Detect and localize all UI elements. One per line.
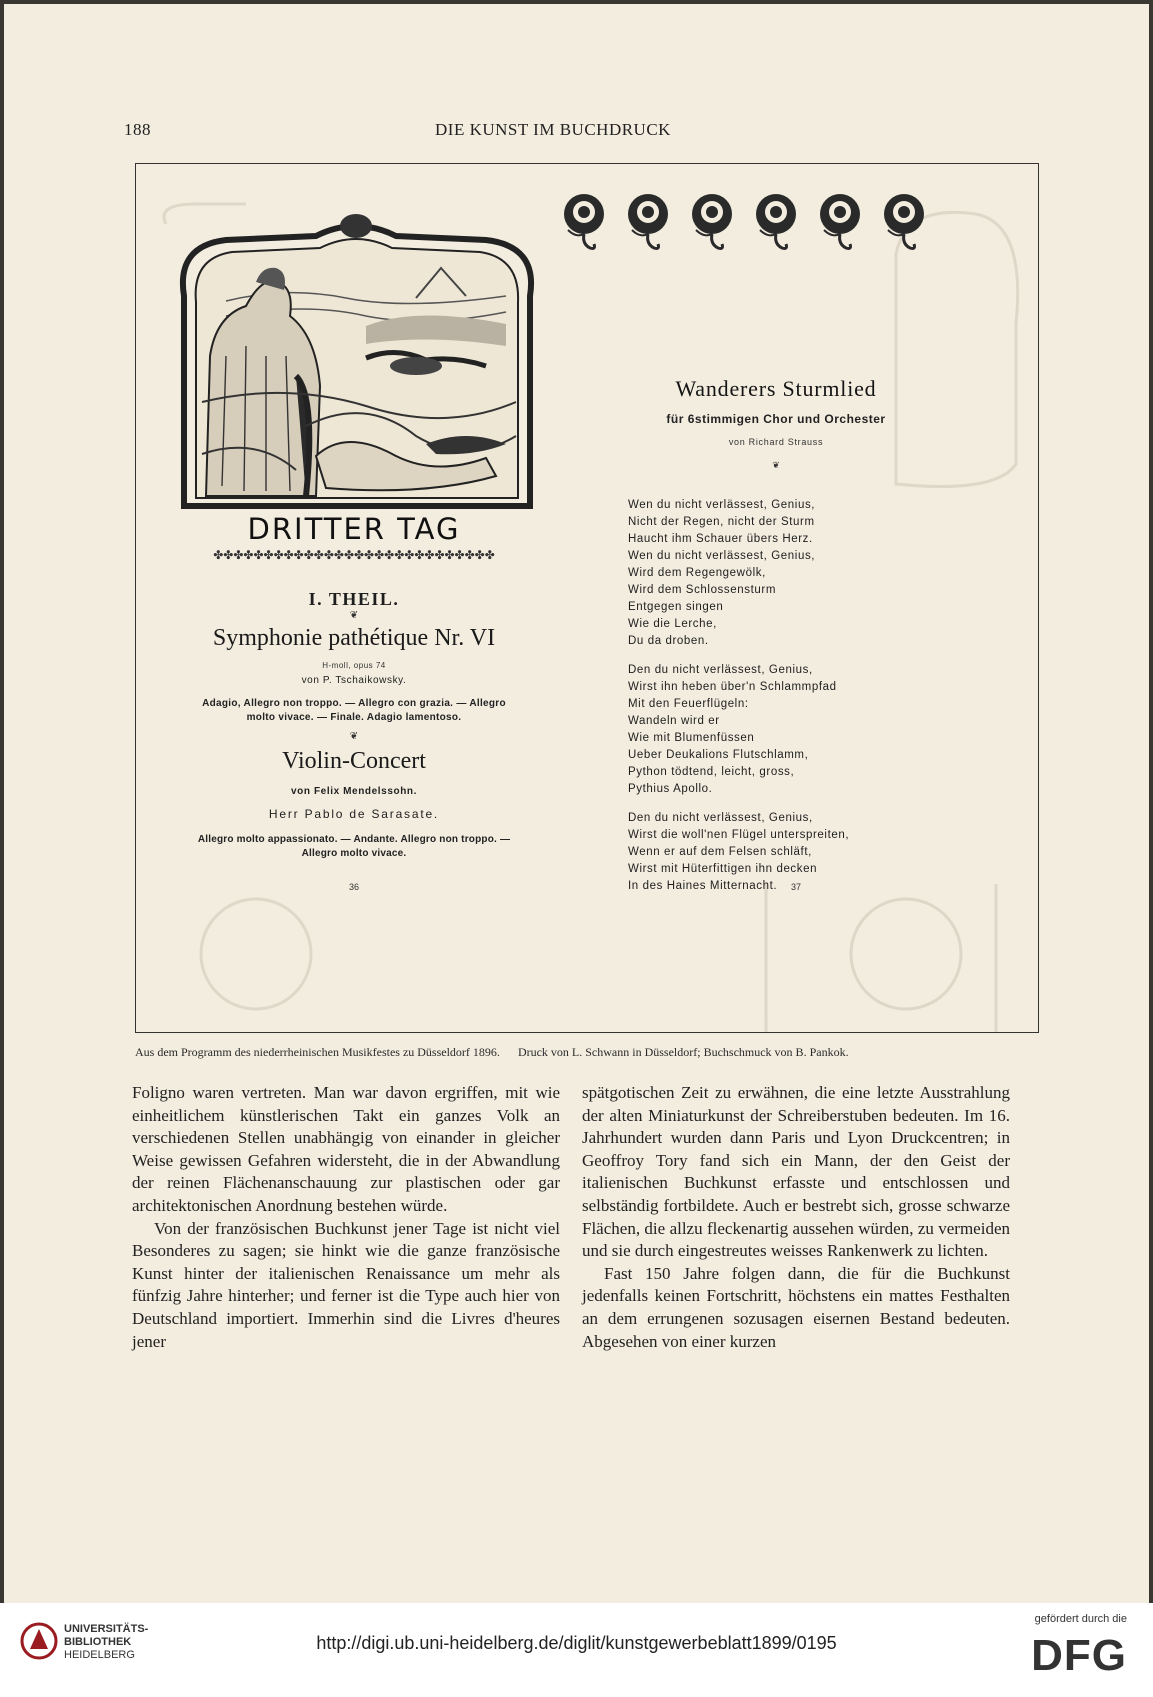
- poem-line: Wen du nicht verlässest, Genius,: [628, 499, 816, 511]
- poem-line: Python tödtend, leicht, gross,: [628, 766, 795, 778]
- caption-source: Aus dem Programm des niederrheinischen Musikfestes zu Düsseldorf 1896.: [135, 1045, 500, 1059]
- figure-caption: [135, 1045, 1041, 1060]
- poem-line: Wirst ihn heben über'n Schlammpfad: [628, 681, 837, 693]
- work2-soloist: Herr Pablo de Sarasate.: [268, 807, 440, 821]
- poem-line: Wirst die woll'nen Flügel unterspreiten,: [628, 829, 850, 841]
- art-nouveau-illustration: [166, 206, 546, 511]
- fleuron-3: ❦: [772, 460, 780, 470]
- program-reproduction: [135, 163, 1039, 1033]
- poem-line: Den du nicht verlässest, Genius,: [628, 812, 813, 824]
- paragraph: Von der französischen Buchkunst jener Tage ist nicht viel Besonderes zu sagen; sie hinkt wie die ganze französische Kunst hinter der italienischen Renaissance um mehr als fünfzig Jahre hinterher; und ferner ist die Type auch hier von Deutschland importiert. Immerhin sind die Livres d'heures jener: [132, 1218, 560, 1351]
- poem-line: Wird dem Regengewölk,: [628, 567, 766, 579]
- poem-line: Pythius Apollo.: [628, 783, 713, 795]
- poem-line: Haucht ihm Schauer übers Herz.: [628, 533, 813, 545]
- work2-movements-line1: Allegro molto appassionato. — Andante. Allegro non troppo. —: [197, 834, 511, 845]
- fleuron-1: ❦: [349, 610, 359, 621]
- song-title: Wanderers Sturmlied: [675, 376, 877, 401]
- poem-line: Wenn er auf dem Felsen schläft,: [628, 846, 812, 858]
- page-number: 188: [124, 120, 151, 139]
- body-column-right: [582, 1082, 1010, 1353]
- part-heading: I. THEIL.: [308, 589, 400, 609]
- poem-line: Wird dem Schlossensturm: [628, 584, 777, 596]
- stanza-2: [628, 662, 849, 798]
- poem-line: Ueber Deukalions Flutschlamm,: [628, 749, 809, 761]
- poem-line: In des Haines Mitternacht.: [628, 880, 778, 892]
- viewer-footer: [0, 1603, 1153, 1697]
- paragraph: spätgotischen Zeit zu erwähnen, die eine letzte Ausstrahlung der alten Miniaturkunst der Schreiberstuben bedeuten. Im 16. Jahrhundert wurden dann Paris und Lyon Druckcentren; in Geoffroy Tory fand sich ein Mann, der den Geist der italienischen Buchkunst erfasste und entschlossen und selbständig fortbildete. Auch er bestrebt sich, grosse schwarze Flächen, die allzu fleckenartig aussehen würden, zu vermeiden und sie durch eingestreutes weisses Rankenwerk zu lichten.: [582, 1083, 1010, 1261]
- poem-line: Nicht der Regen, nicht der Sturm: [628, 516, 815, 528]
- library-name[interactable]: UNIVERSITÄTS- BIBLIOTHEK HEIDELBERG: [64, 1623, 149, 1661]
- scanned-page: [4, 4, 1149, 1603]
- rose-ornament-row: [554, 190, 934, 256]
- work2-movements-line2: Allegro molto vivace.: [301, 848, 407, 859]
- dfg-logo[interactable]: DFG: [1031, 1631, 1127, 1680]
- work2-composer: von Felix Mendelssohn.: [291, 786, 417, 797]
- dritter-tag-heading: DRITTER TAG: [247, 512, 461, 546]
- sponsor-note: gefördert durch die: [1034, 1613, 1127, 1625]
- ornamental-rule: ✤✤✤✤✤✤✤✤✤✤✤✤✤✤✤✤✤✤✤✤✤✤✤✤✤✤✤✤: [213, 548, 495, 562]
- poem-line: Wie die Lerche,: [628, 618, 717, 630]
- song-subtitle: für 6stimmigen Chor und Orchester: [666, 412, 886, 426]
- right-folio: 37: [790, 882, 801, 892]
- running-title: DIE KUNST IM BUCHDRUCK: [435, 120, 671, 139]
- poem-line: Wie mit Blumenfüssen: [628, 732, 755, 744]
- work1-composer: von P. Tschaikowsky.: [301, 675, 407, 686]
- stanza-1: [628, 497, 849, 650]
- work2-title: Violin-Concert: [282, 748, 426, 774]
- caption-credits: Druck von L. Schwann in Düsseldorf; Buchschmuck von B. Pankok.: [517, 1045, 849, 1059]
- poem-line: Du da droben.: [628, 635, 709, 647]
- work1-title: Symphonie pathétique Nr. VI: [212, 625, 496, 651]
- paragraph: Foligno waren vertreten. Man war davon ergriffen, mit wie einheitlichem künstlerischen Takt ein ganzes Volk an verschiedenen Stellen unabhängig von einander in gleicher Weise gewissen Gefahren widersteht, die in der Abwandlung der reinen Flächenanschauung zur plastischen oder gar architektonischen Anordnung bestehen würde.: [132, 1083, 560, 1215]
- fleuron-2: ❦: [349, 731, 359, 742]
- poem-line: Wirst mit Hüterfittigen ihn decken: [628, 863, 818, 875]
- poem-text: [628, 497, 849, 907]
- poem-line: Mit den Feuerflügeln:: [628, 698, 749, 710]
- poem-line: Wen du nicht verlässest, Genius,: [628, 550, 816, 562]
- poem-line: Entgegen singen: [628, 601, 724, 613]
- song-composer: von Richard Strauss: [728, 437, 824, 447]
- work1-key: H-moll, opus 74: [322, 661, 386, 670]
- poem-line: Wandeln wird er: [628, 715, 720, 727]
- work1-movements-line2: molto vivace. — Finale. Adagio lamentoso.: [246, 712, 462, 723]
- poem-line: Den du nicht verlässest, Genius,: [628, 664, 813, 676]
- paragraph: Fast 150 Jahre folgen dann, die für die Buchkunst jedenfalls keinen Fortschritt, höchstens ein mattes Festhalten an dem errungenen sozusagen eisernen Bestand bedeuten. Abgesehen von einer kurzen: [582, 1263, 1010, 1351]
- body-column-left: [132, 1082, 560, 1353]
- work1-movements-line1: Adagio, Allegro non troppo. — Allegro con grazia. — Allegro: [202, 698, 506, 709]
- permalink-url[interactable]: http://digi.ub.uni-heidelberg.de/diglit/kunstgewerbeblatt1899/0195: [316, 1633, 837, 1653]
- left-folio: 36: [348, 882, 359, 892]
